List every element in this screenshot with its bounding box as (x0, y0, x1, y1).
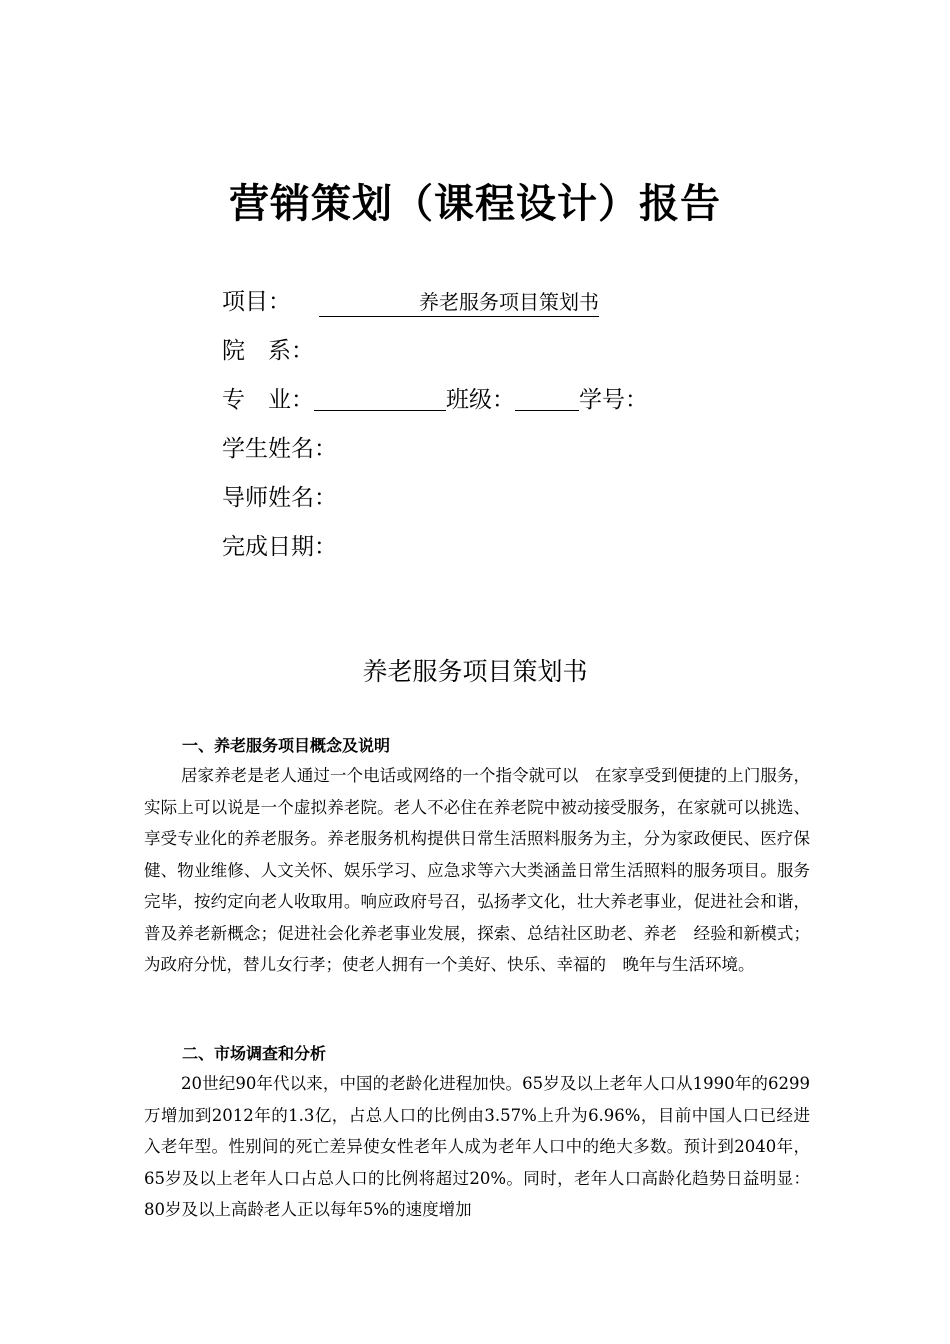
project-label: 项目： (222, 289, 291, 315)
doc-title: 养老服务项目策划书 (362, 657, 588, 686)
section-heading: 一、养老服务项目概念及说明 (182, 736, 391, 755)
advisor-name-row (222, 478, 648, 527)
date-row (222, 527, 648, 576)
student-name-row (222, 429, 648, 478)
advisor-name-label: 导师姓名： (222, 485, 337, 511)
department-row (222, 331, 648, 380)
student-name-label: 学生姓名： (222, 436, 337, 462)
section-body: 20世纪90年代以来，中国的老龄化进程加快。65岁及以上老年人口从1990年的6299万增加到2012年的1.3亿，占总人口的比例由3.57%上升为6.96%，目前中国人口已经进入老年型。性别间的死亡差异使女性老年人成为老年人口中的绝大多数。预计到2040年，65岁及以上老年人口占总人口的比例将超过20%。同时，老年人口高龄化趋势日益明显：80岁及以上高龄老人正以每年5%的速度增加 (144, 1074, 810, 1219)
major-blank (314, 384, 446, 411)
student-id-label: 学号： (579, 387, 648, 413)
report-title: 营销策划（课程设计）报告 (229, 181, 721, 227)
cover-form (222, 282, 648, 576)
department-label: 院 系： (222, 338, 314, 364)
section-body: 居家养老是老人通过一个电话或网络的一个指令就可以 在家享受到便捷的上门服务，实际上可以说是一个虚拟养老院。老人不必住在养老院中被动接受服务，在家就可以挑选、享受专业化的养老服务。养老服务机构提供日常生活照料服务为主，分为家政便民、医疗保健、物业维修、人文关怀、娱乐学习、应急求等六大类涵盖日常生活照料的服务项目。服务完毕，按约定向老人收取用。响应政府号召，弘扬孝文化，壮大养老事业，促进社会和谐，普及养老新概念；促进社会化养老事业发展，探索、总结社区助老、养老 经验和新模式；为政府分忧，替儿女行孝；使老人拥有一个美好、快乐、幸福的 晚年与生活环境。 (144, 766, 810, 974)
section-heading: 二、市场调查和分析 (182, 1044, 327, 1063)
major-class-row (222, 380, 648, 429)
major-label: 专 业： (222, 387, 314, 413)
class-blank (515, 384, 579, 411)
project-row (222, 282, 648, 331)
date-label: 完成日期： (222, 534, 337, 560)
class-label: 班级： (446, 387, 515, 413)
project-value: 养老服务项目策划书 (319, 288, 599, 317)
